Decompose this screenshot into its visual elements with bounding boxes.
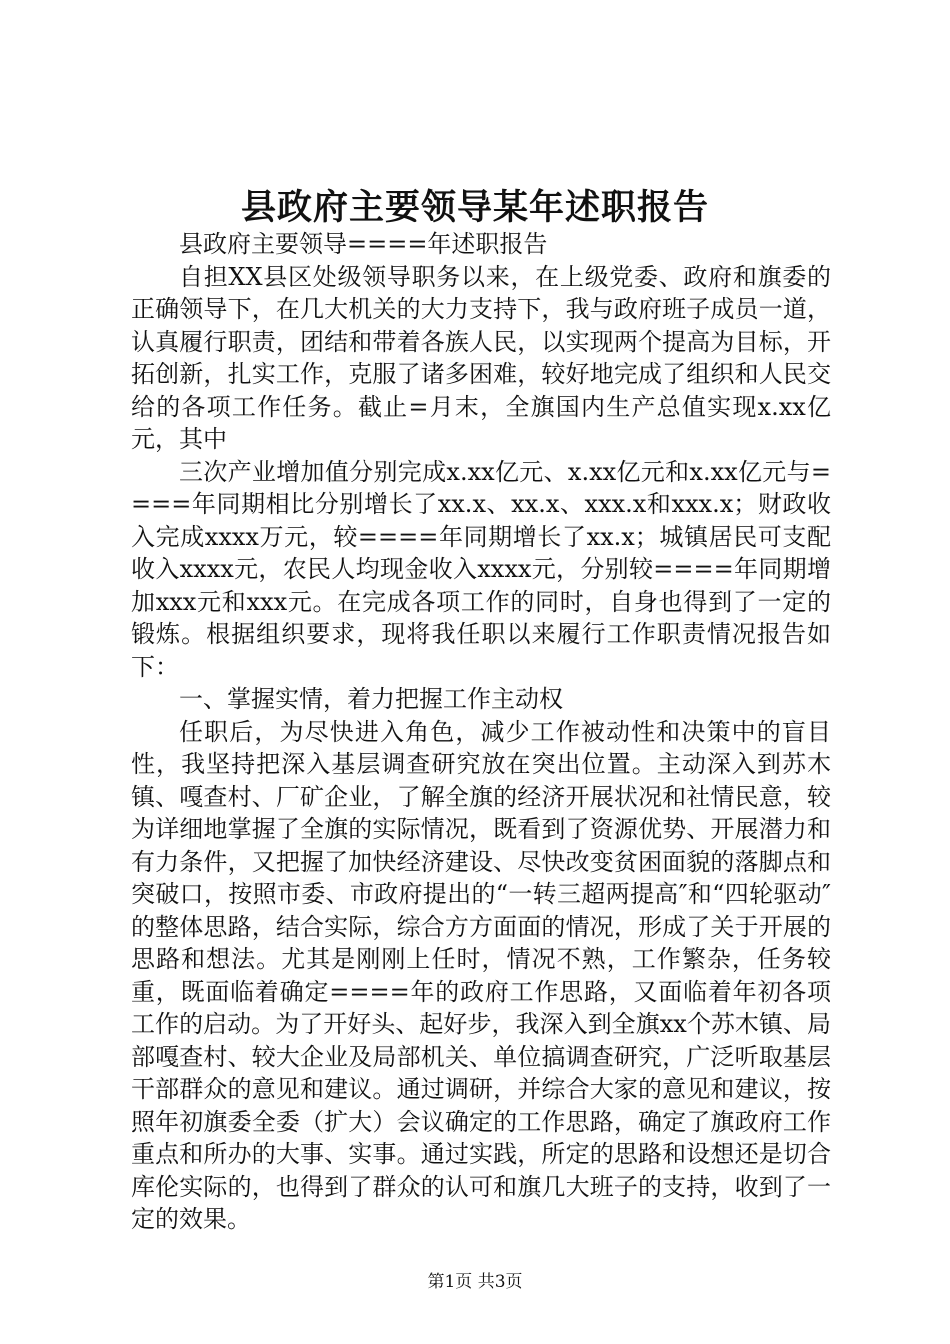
paragraph-subtitle: 县政府主要领导====年述职报告	[179, 230, 548, 258]
paragraph-intro: 自担XX县区处级领导职务以来，在上级党委、政府和旗委的正确领导下，在几大机关的大力支持下，我与政府班子成员一道，认真履行职责，团结和带着各族人民，以实现两个提高为目标，开拓创新，扎实工作，克服了诸多困难，较好地完成了组织和人民交给的各项工作任务。截止=月末，全旗国内生产总值实现x.xx亿元，其中	[131, 262, 831, 453]
paragraph-section-1: 任职后，为尽快进入角色，减少工作被动性和决策中的盲目性，我坚持把深入基层调查研究放在突出位置。主动深入到苏木镇、嘎查村、厂矿企业，了解全旗的经济开展状况和社情民意，较为详细地掌握了全旗的实际情况，既看到了资源优势、开展潜力和有力条件，又把握了加快经济建设、尽快改变贫困面貌的落脚点和突破口，按照市委、市政府提出的“一转三超两提高″和“四轮驱动″的整体思路，结合实际，综合方方面面的情况，形成了关于开展的思路和想法。尤其是刚刚上任时，情况不熟，工作繁杂，任务较重，既面临着确定====年的政府工作思路，又面临着年初各项工作的启动。为了开好头、起好步，我深入到全旗xx个苏木镇、局部嘎查村、较大企业及局部机关、单位搞调查研究，广泛听取基层干部群众的意见和建议。通过调研，并综合大家的意见和建议，按照年初旗委全委（扩大）会议确定的工作思路，确定了旗政府工作重点和所办的大事、实事。通过实践，所定的思路和设想还是切合库伦实际的，也得到了群众的认可和旗几大班子的支持，收到了一定的效果。	[131, 717, 831, 1233]
section-heading-1: 一、掌握实情，着力把握工作主动权	[179, 685, 563, 713]
paragraph-statistics: 三次产业增加值分别完成x.xx亿元、x.xx亿元和x.xx亿元与====年同期相比分别增长了xx.x、xx.x、xxx.x和xxx.x；财政收入完成xxxx万元，较====年同期增长了xx.x；城镇居民可支配收入xxxx元，农民人均现金收入xxxx元，分别较====年同期增加xxx元和xxx元。在完成各项工作的同时，自身也得到了一定的锻炼。根据组织要求，现将我任职以来履行工作职责情况报告如下：	[131, 457, 831, 681]
document-title: 县政府主要领导某年述职报告	[240, 187, 709, 228]
page-number-footer: 第1页 共3页	[427, 1272, 523, 1292]
document-body	[131, 228, 831, 1236]
